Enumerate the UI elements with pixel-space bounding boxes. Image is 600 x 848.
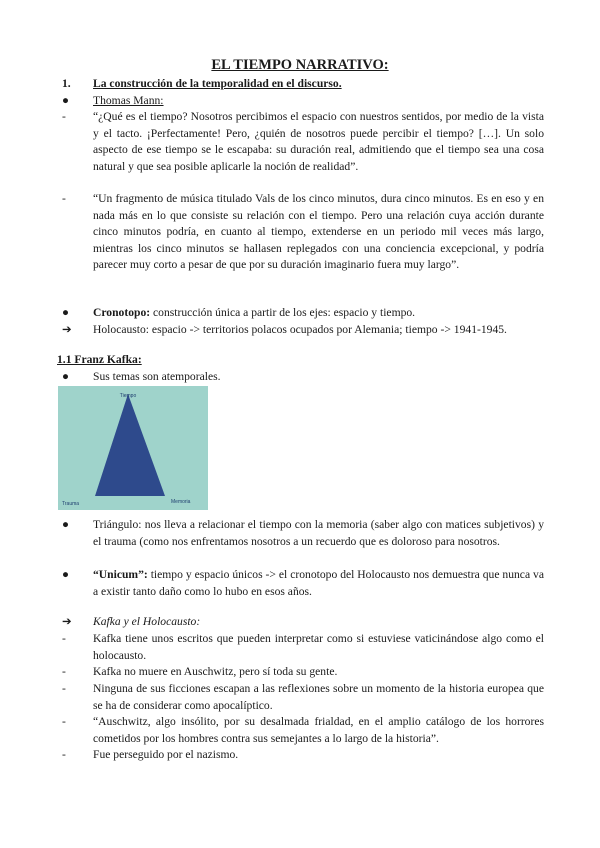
document-title: EL TIEMPO NARRATIVO: <box>211 57 389 73</box>
dash-text: Kafka tiene unos escritos que pueden interpretar como si estuviese vaticinándose algo como el holocausto. <box>93 632 544 662</box>
bullet-marker: ● <box>62 568 70 581</box>
dash-marker: - <box>62 715 66 728</box>
section-heading-text: La construcción de la temporalidad en el discurso. <box>93 77 342 90</box>
section-number: 1. <box>62 77 71 90</box>
definition: tiempo y espacio únicos -> el cronotopo del Holocausto nos demuestra que nunca va a existir tanto daño como lo hubo en esos años. <box>93 568 544 598</box>
dash-text: Kafka no muere en Auschwitz, pero sí toda su gente. <box>93 665 338 678</box>
list-item <box>62 664 544 681</box>
bullet-marker: ● <box>62 306 70 319</box>
triangle-shape <box>95 394 165 496</box>
term: “Unicum”: <box>93 568 148 581</box>
dash-marker: - <box>62 682 66 695</box>
list-item <box>62 714 544 747</box>
quote-text: “Un fragmento de música titulado Vals de los cinco minutos, dura cinco minutos. Es en eso y en nada más en lo que consiste su relación con el tiempo. Pero una relación cuya acción durante cinco minutos podría, en cuanto al tiempo, extenderse en un periodo mil veces más largo, mientras los cinco minutos se hallasen replegados con una conciencia excepcional, y podría parecer muy corto a pesar de que por su duración imaginario fuera muy largo”. <box>93 192 544 272</box>
bullet-marker: ● <box>62 94 70 107</box>
arrow-text: Kafka y el Holocausto: <box>93 615 201 628</box>
list-item <box>62 191 544 274</box>
bullet-marker: ● <box>62 518 70 531</box>
label-trauma: Trauma <box>62 501 80 507</box>
dash-marker: - <box>62 192 66 205</box>
term: Cronotopo: <box>93 306 151 319</box>
bullet-text: Thomas Mann: <box>93 94 164 107</box>
label-tiempo: Tiempo <box>119 393 137 399</box>
arrow-marker: ➔ <box>62 615 72 628</box>
arrow-text: Holocausto: espacio -> territorios polacos ocupados por Alemania; tiempo -> 1941-1945. <box>93 323 507 336</box>
dash-marker: - <box>62 665 66 678</box>
list-item <box>62 747 544 764</box>
bullet-text <box>93 305 544 322</box>
triangle-diagram <box>58 386 208 510</box>
section-heading <box>62 76 544 93</box>
list-item <box>62 567 544 600</box>
bullet-marker: ● <box>62 370 70 383</box>
definition: construcción única a partir de los ejes: espacio y tiempo. <box>150 306 416 319</box>
list-item <box>62 681 544 714</box>
bullet-text <box>93 567 544 600</box>
dash-text: “Auschwitz, algo insólito, por su desalmada frialdad, en el amplio catálogo de los horrores cometidos por los hombres contra sus semejantes a lo largo de la historia”. <box>93 715 544 745</box>
bullet-text: Sus temas son atemporales. <box>93 370 221 383</box>
list-item <box>62 109 544 175</box>
dash-text: Ninguna de sus ficciones escapan a las reflexiones sobre un momento de la historia europea que se ha de considerar como apocalíptico. <box>93 682 544 712</box>
dash-marker: - <box>62 748 66 761</box>
list-item <box>62 614 544 631</box>
list-item <box>62 517 544 550</box>
bullet-text: Triángulo: nos lleva a relacionar el tiempo con la memoria (saber algo con matices subjetivos) y el trauma (como nos enfrentamos nosotros a un recuerdo que es doloroso para nosotros. <box>93 518 544 548</box>
list-item <box>62 93 544 110</box>
triangle-figure <box>58 386 208 510</box>
dash-marker: - <box>62 632 66 645</box>
label-memoria: Memoria <box>171 499 191 505</box>
list-item <box>62 322 544 339</box>
quote-text: “¿Qué es el tiempo? Nosotros percibimos el espacio con nuestros sentidos, por medio de la vista y el tacto. ¡Perfectamente! Pero, ¿quién de nosotros puede percibir el tiempo? […]. Un solo aspecto de ese tiempo se le escapaba: su duración real, admitiendo que el tiempo sea una cosa natural y que sea posible aplicarle la noción de realidad”. <box>93 110 544 173</box>
list-item <box>62 369 544 386</box>
dash-text: Fue perseguido por el nazismo. <box>93 748 239 761</box>
list-item <box>62 305 544 322</box>
subsection-heading: 1.1 Franz Kafka: <box>57 353 142 366</box>
arrow-marker: ➔ <box>62 323 72 336</box>
list-item <box>62 631 544 664</box>
dash-marker: - <box>62 110 66 123</box>
